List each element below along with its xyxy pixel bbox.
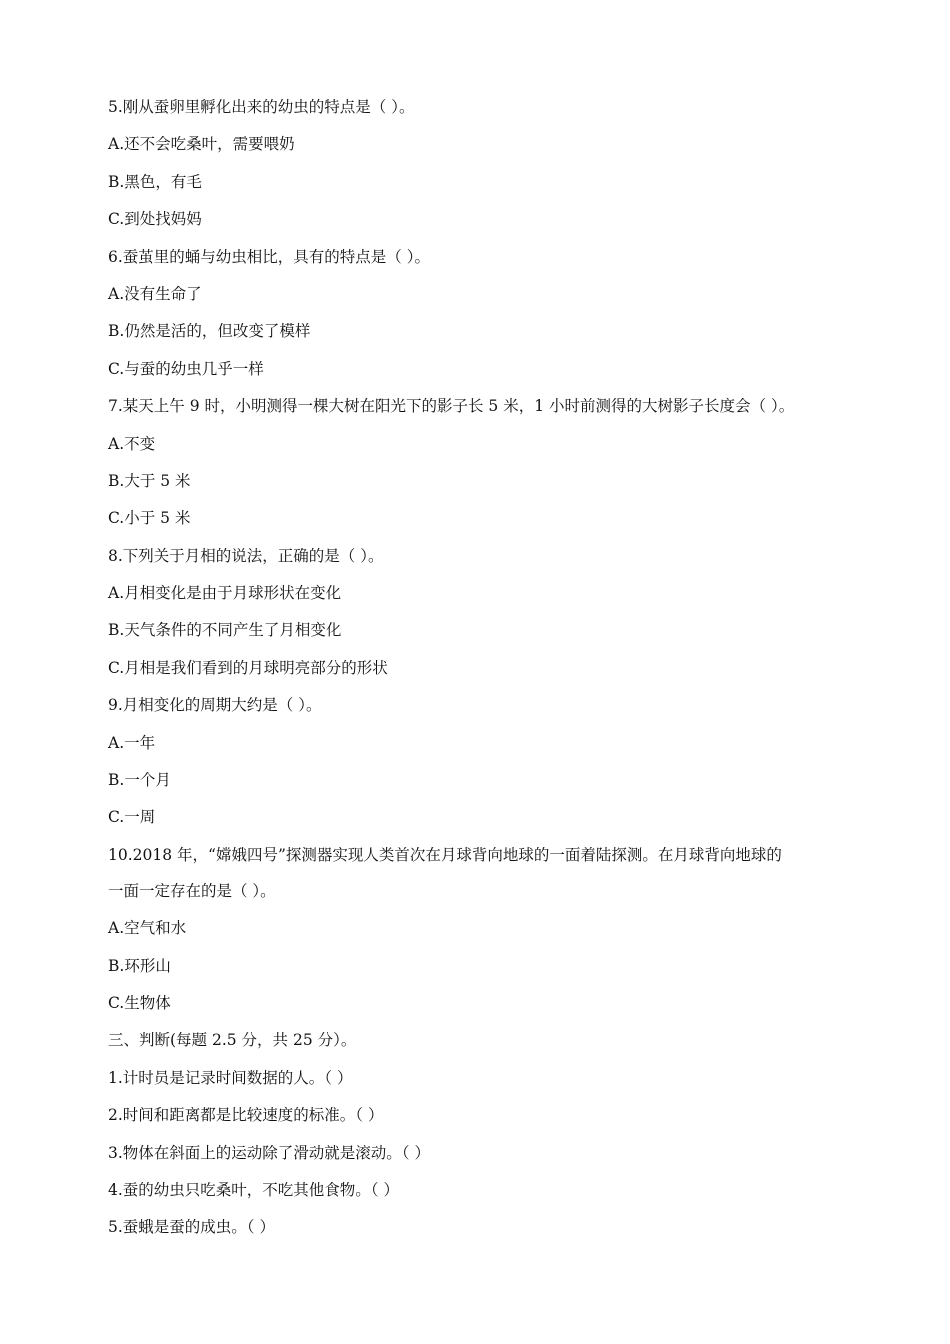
question-10-option-b: B.环形山 [108,956,171,975]
question-8-option-c: C.月相是我们看到的月球明亮部分的形状 [108,658,388,677]
judgement-item-3: 3.物体在斜面上的运动除了滑动就是滚动。（ ） [108,1143,430,1162]
question-5-option-c: C.到处找妈妈 [108,210,202,229]
question-10-stem-line-2: 一面一定存在的是（ ）。 [108,881,276,900]
judgement-item-1: 1.计时员是记录时间数据的人。（ ） [108,1068,353,1087]
question-7-option-b: B.大于 5 米 [108,471,191,490]
question-5-option-a: A.还不会吃桑叶，需要喂奶 [108,135,295,154]
question-6-option-a: A.没有生命了 [108,284,202,303]
question-6-stem: 6.蚕茧里的蛹与幼虫相比，具有的特点是（ ）。 [108,247,430,266]
question-9-option-b: B.一个月 [108,771,171,790]
question-9-option-c: C.一周 [108,808,156,827]
question-10-stem-line-1: 10.2018 年，“嫦娥四号”探测器实现人类首次在月球背向地球的一面着陆探测。在月球背向地球的 [108,845,782,864]
question-5-option-b: B.黑色，有毛 [108,172,202,191]
question-8-option-a: A.月相变化是由于月球形状在变化 [108,584,342,603]
question-10-option-c: C.生物体 [108,993,171,1012]
question-8-stem: 8.下列关于月相的说法，正确的是（ ）。 [108,546,384,565]
section-3-heading: 三、判断(每题 2.5 分，共 25 分）。 [108,1031,357,1050]
question-5-stem: 5.刚从蚕卵里孵化出来的幼虫的特点是（ ）。 [108,98,415,116]
question-9-stem: 9.月相变化的周期大约是（ ）。 [108,696,322,715]
question-7-stem: 7.某天上午 9 时，小明测得一棵大树在阳光下的影子长 5 米，1 小时前测得的大树影子长度会（ ）。 [108,397,795,416]
question-9-option-a: A.一年 [108,733,156,752]
question-8-option-b: B.天气条件的不同产生了月相变化 [108,621,342,640]
judgement-item-2: 2.时间和距离都是比较速度的标准。（ ） [108,1106,384,1125]
worksheet-page [108,96,868,1254]
judgement-item-4: 4.蚕的幼虫只吃桑叶，不吃其他食物。（ ） [108,1180,399,1199]
question-10-option-a: A.空气和水 [108,919,187,938]
question-7-option-a: A.不变 [108,434,156,453]
judgement-item-5: 5.蚕蛾是蚕的成虫。（ ） [108,1218,275,1237]
question-6-option-c: C.与蚕的幼虫几乎一样 [108,359,264,378]
question-7-option-c: C.小于 5 米 [108,509,191,528]
question-6-option-b: B.仍然是活的，但改变了模样 [108,322,311,341]
